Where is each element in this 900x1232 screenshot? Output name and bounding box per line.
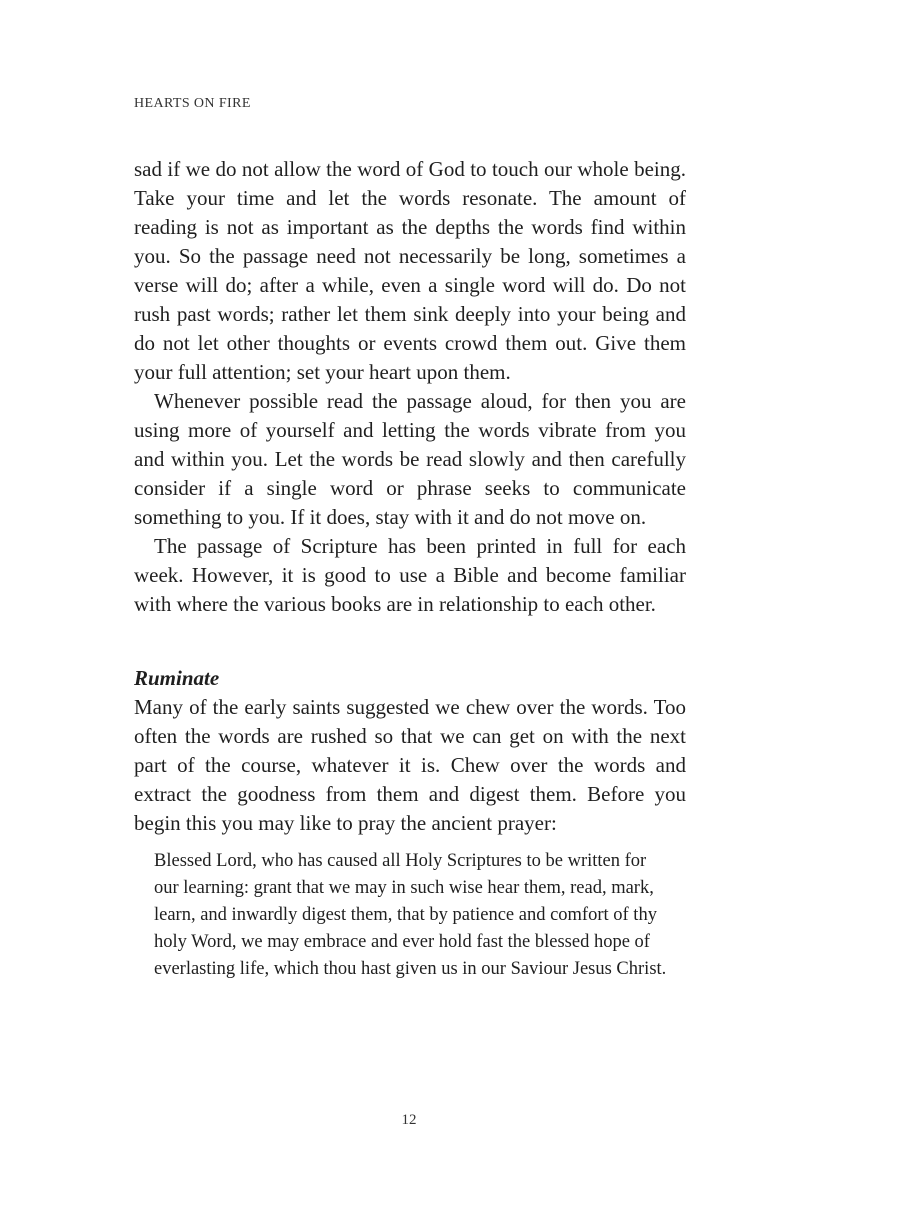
paragraph-ruminate: Many of the early saints suggested we chew over the words. Too often the words are rushed so that we can get on with the next part of the course, whatever it is. Chew over the words and extract the goodness from them and digest them. Before you begin this you may like to pray the ancient prayer:: [134, 695, 686, 835]
body-text: [134, 155, 686, 983]
prayer-quote: Blessed Lord, who has caused all Holy Scriptures to be written for our learning: grant that we may in such wise hear them, read, mark, learn, and inwardly digest them, that by patience and comfort of thy holy Word, we may embrace and ever hold fast the blessed hope of everlasting life, which thou hast given us in our Saviour Jesus Christ.: [154, 851, 667, 979]
paragraph-scripture-printed: The passage of Scripture has been printed in full for each week. However, it is good to use a Bible and become familiar with where the various books are in relationship to each other.: [134, 534, 686, 616]
running-head: HEARTS ON FIRE: [134, 96, 251, 111]
paragraph-read-aloud: Whenever possible read the passage aloud, for then you are using more of yourself and letting the words vibrate from you and within you. Let the words be read slowly and then carefully consider if a single word or phrase seeks to communicate something to you. If it does, stay with it and do not move on.: [134, 389, 686, 529]
paragraph-continued: sad if we do not allow the word of God to touch our whole being. Take your time and let the words resonate. The amount of reading is not as important as the depths the words find within you. So the passage need not necessarily be long, sometimes a verse will do; after a while, even a single word will do. Do not rush past words; rather let them sink deeply into your being and do not let other thoughts or events crowd them out. Give them your full attention; set your heart upon them.: [134, 157, 686, 384]
page-number: 12: [401, 1112, 417, 1128]
section-heading-ruminate: Ruminate: [134, 666, 220, 690]
